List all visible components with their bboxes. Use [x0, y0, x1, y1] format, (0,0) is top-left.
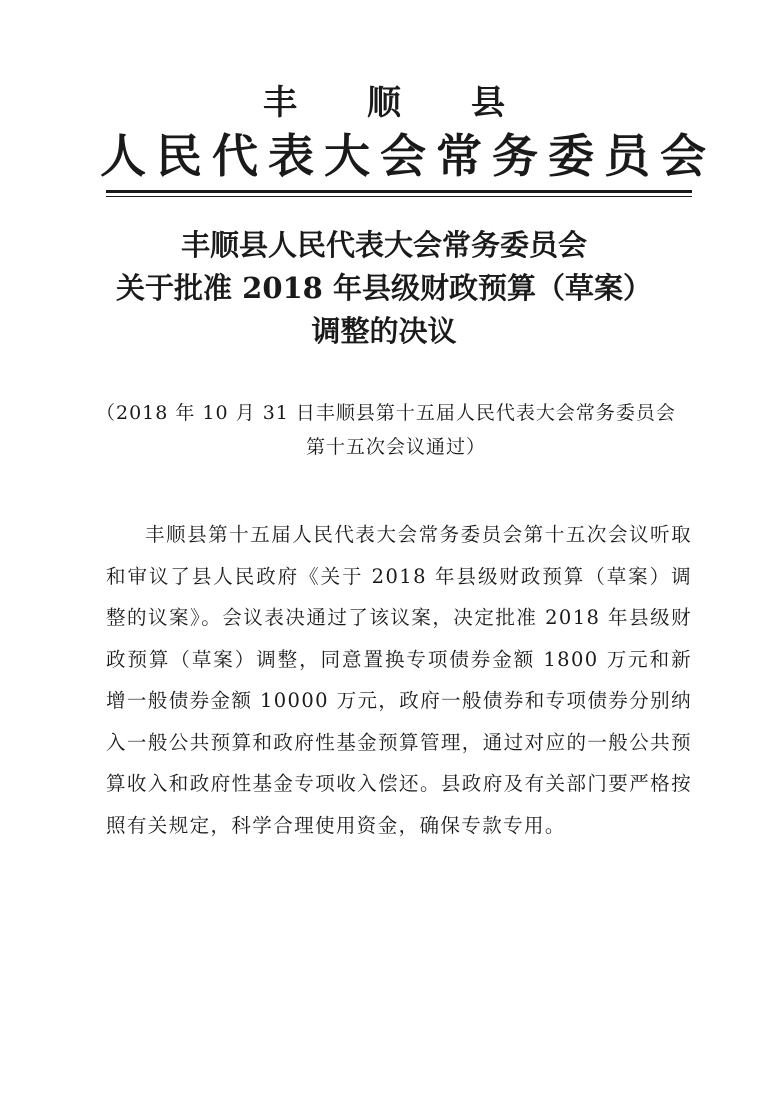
subtitle-line-1: （2018 年 10 月 31 日丰顺县第十五届人民代表大会常务委员会 — [96, 402, 676, 424]
body-paragraph: 丰顺县第十五届人民代表大会常务委员会第十五次会议听取和审议了县人民政府《关于 2018 年县级财政预算（草案）调整的议案》。会议表决通过了该议案，决定批准 2018 年县级财政预算（草案）调整，同意置换专项债券金额 1800 万元和新增一般债券金额 10000 万元，政府一般债券和专项债券分别纳入一般公共预算和政府性基金预算管理，通过对应的一般公共预算收入和政府性基金专项收入偿还。县政府及有关部门要严格按照有关规定，科学合理使用资金，确保专款专用。 — [106, 523, 692, 837]
subtitle-line-2: 第十五次会议通过） — [305, 436, 486, 458]
title-line-2: 关于批准 2018 年县级财政预算（草案） — [116, 271, 652, 305]
header-divider-thick — [106, 190, 692, 193]
title-line-3: 调整的决议 — [311, 314, 457, 348]
header-organization-name: 人民代表大会常务委员会 — [100, 129, 716, 183]
document-subtitle — [96, 396, 696, 464]
title-line-1: 丰顺县人民代表大会常务委员会 — [180, 228, 587, 262]
header-divider-thin — [106, 196, 692, 197]
header-county-name: 丰顺县 — [263, 83, 575, 123]
document-title — [0, 224, 768, 353]
